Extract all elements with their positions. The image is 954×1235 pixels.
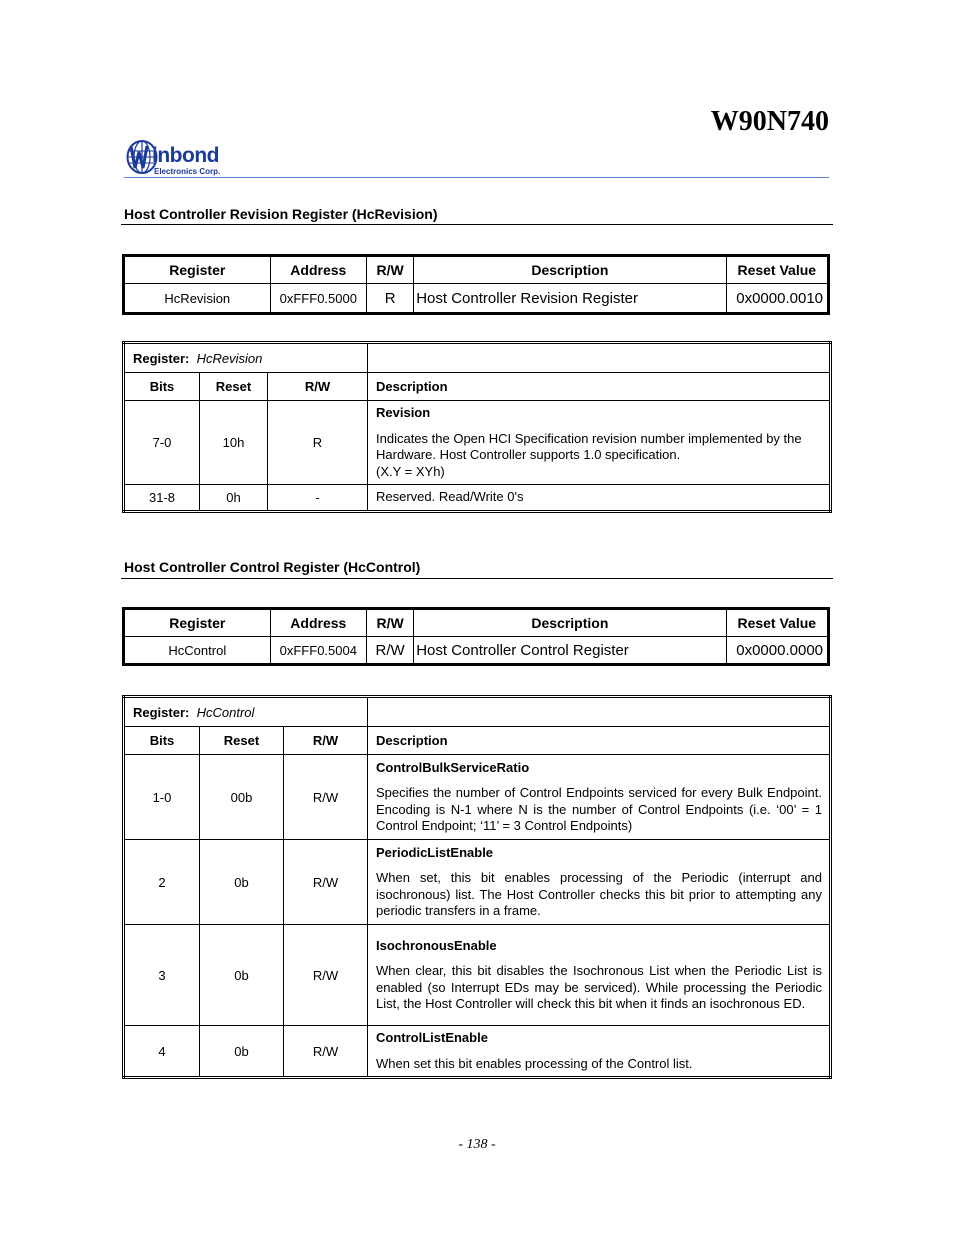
- field-description-note: (X.Y = XYh): [376, 463, 445, 479]
- register-name: HcRevision: [196, 350, 263, 366]
- header-description: Description: [368, 373, 831, 401]
- cell-reset: 0b: [200, 840, 284, 925]
- bit-field-table-hccontrol: [122, 695, 832, 1079]
- table-row: [124, 925, 831, 1026]
- cell-reset: 0h: [200, 485, 268, 512]
- field-name: IsochronousEnable: [376, 937, 497, 953]
- table-header-row: [124, 256, 829, 284]
- logo-subtitle: Electronics Corp.: [154, 167, 221, 176]
- table-row: [124, 637, 829, 665]
- section-title-hccontrol: Host Controller Control Register (HcControl): [124, 559, 421, 575]
- field-description: When set, this bit enables processing of the Periodic (interrupt and isochronous) list. The Host Controller checks this bit prior to attempting any periodic transfers in a frame.: [376, 870, 822, 918]
- register-name-cell: [124, 697, 368, 727]
- field-name: PeriodicListEnable: [376, 844, 494, 860]
- header-reset-value: Reset Value: [726, 256, 828, 284]
- section-title-hcrevision: Host Controller Revision Register (HcRevision): [124, 206, 438, 222]
- field-name: ControlListEnable: [376, 1030, 488, 1045]
- cell-description: [368, 1026, 831, 1078]
- cell-rw: R/W: [284, 840, 368, 925]
- cell-description: [368, 755, 831, 840]
- header-register: Register: [124, 256, 271, 284]
- bit-field-table-hcrevision: [122, 341, 832, 513]
- cell-bits: 31-8: [124, 485, 200, 512]
- table-row: [124, 755, 831, 840]
- header-rw: R/W: [367, 256, 414, 284]
- header-address: Address: [270, 256, 366, 284]
- register-name: HcControl: [196, 704, 255, 720]
- logo-wordmark: inbond: [152, 144, 219, 167]
- header-reset-value: Reset Value: [726, 609, 828, 637]
- table-row: [124, 1026, 831, 1078]
- cell-reset-value: 0x0000.0010: [726, 284, 828, 314]
- header-bits: Bits: [124, 373, 200, 401]
- cell-description: [368, 840, 831, 925]
- header-reset: Reset: [200, 727, 284, 755]
- header-bits: Bits: [124, 727, 200, 755]
- cell-description: [368, 925, 831, 1026]
- cell-rw: R: [268, 401, 368, 485]
- cell-description: Reserved. Read/Write 0's: [368, 485, 831, 512]
- field-name: ControlBulkServiceRatio: [376, 759, 530, 775]
- cell-register: HcControl: [124, 637, 271, 665]
- table-row: [124, 401, 831, 485]
- register-summary-table-hccontrol: [122, 607, 830, 666]
- field-name: Revision: [376, 405, 431, 420]
- register-label: Register:: [133, 350, 190, 366]
- cell-bits: 1-0: [124, 755, 200, 840]
- cell-bits: 7-0: [124, 401, 200, 485]
- document-title: W90N740: [710, 106, 829, 137]
- cell-rw: R/W: [284, 755, 368, 840]
- header-rw: R/W: [284, 727, 368, 755]
- empty-cell: [368, 343, 831, 373]
- table-row: [124, 485, 831, 512]
- cell-bits: 2: [124, 840, 200, 925]
- cell-rw: R/W: [284, 925, 368, 1026]
- table-row: [124, 284, 829, 314]
- header-register: Register: [124, 609, 271, 637]
- register-label: Register:: [133, 704, 190, 720]
- header-reset: Reset: [200, 373, 268, 401]
- register-summary-table-hcrevision: [122, 254, 830, 315]
- cell-rw: R: [367, 284, 414, 314]
- section-rule: [121, 224, 833, 225]
- section-rule: [121, 578, 833, 579]
- table-row: [124, 840, 831, 925]
- field-description: When set this bit enables processing of the Control list.: [376, 1055, 693, 1071]
- cell-bits: 4: [124, 1026, 200, 1078]
- cell-reset-value: 0x0000.0000: [726, 637, 828, 665]
- empty-cell: [368, 697, 831, 727]
- cell-reset: 0b: [200, 925, 284, 1026]
- header-description: Description: [414, 256, 726, 284]
- cell-bits: 3: [124, 925, 200, 1026]
- cell-description: Host Controller Revision Register: [414, 284, 726, 314]
- cell-rw: R/W: [284, 1026, 368, 1078]
- cell-reset: 00b: [200, 755, 284, 840]
- header-address: Address: [270, 609, 366, 637]
- cell-description: Host Controller Control Register: [414, 637, 726, 665]
- header-rule: [124, 177, 829, 178]
- register-name-cell: [124, 343, 368, 373]
- cell-reset: 10h: [200, 401, 268, 485]
- cell-address: 0xFFF0.5004: [270, 637, 366, 665]
- winbond-logo: [126, 138, 286, 180]
- table-header-row: [124, 727, 831, 755]
- header-description: Description: [414, 609, 726, 637]
- cell-rw: -: [268, 485, 368, 512]
- header-rw: R/W: [268, 373, 368, 401]
- header-description: Description: [368, 727, 831, 755]
- field-description: When clear, this bit disables the Isochronous List when the Periodic List is enabled (so Interrupt EDs may be serviced). While processing the Periodic List, the Host Controller will check this bit when it finds an isochronous ED.: [376, 963, 822, 1011]
- field-description: Specifies the number of Control Endpoints serviced for every Bulk Endpoint. Encoding is N-1 where N is the number of Control Endpoints (i.e. ‘00’ = 1 Control Endpoint; ‘11’ = 3 Control Endpoints): [376, 785, 822, 833]
- cell-description: [368, 401, 831, 485]
- cell-rw: R/W: [367, 637, 414, 665]
- cell-reset: 0b: [200, 1026, 284, 1078]
- table-header-row: [124, 373, 831, 401]
- cell-address: 0xFFF0.5000: [270, 284, 366, 314]
- field-description: Indicates the Open HCI Specification revision number implemented by the Hardware. Host Controller supports 1.0 specification.: [376, 430, 802, 462]
- cell-register: HcRevision: [124, 284, 271, 314]
- table-header-row: [124, 609, 829, 637]
- page-number: - 138 -: [458, 1137, 496, 1152]
- header-rw: R/W: [367, 609, 414, 637]
